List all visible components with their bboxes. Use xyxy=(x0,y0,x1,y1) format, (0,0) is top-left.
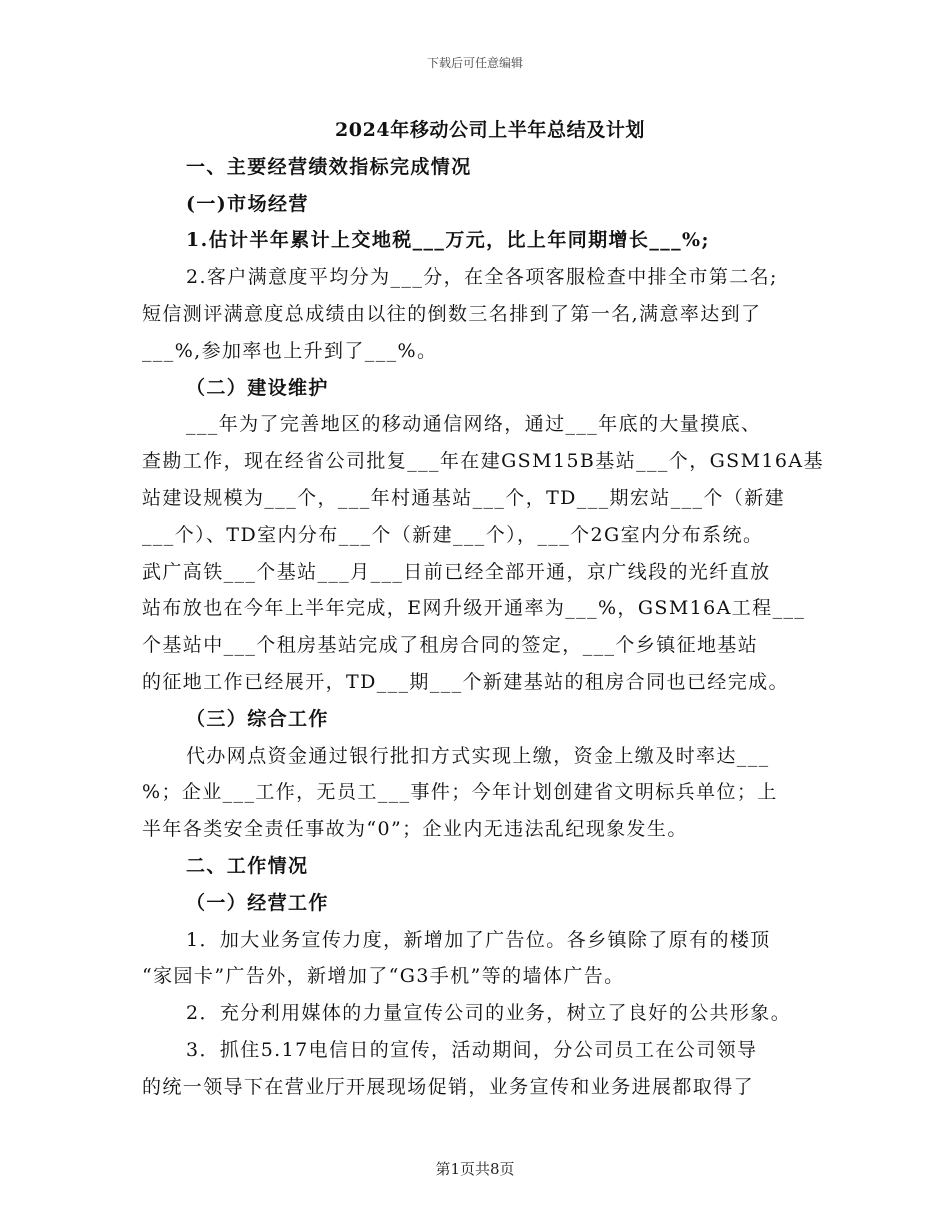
paragraph-line: “家园卡”广告外，新增加了“G3手机”等的墙体广告。 xyxy=(142,965,625,988)
section-heading: 二、工作情况 xyxy=(186,854,309,877)
paragraph-line: %；企业___工作，无员工___事件；今年计划创建省文明标兵单位；上 xyxy=(142,781,778,804)
subsection-heading: （二）建设维护 xyxy=(186,376,329,399)
paragraph-line: 个基站中___个租房基站完成了租房合同的签定，___个乡镇征地基站 xyxy=(142,634,759,657)
subsection-heading: （一）经营工作 xyxy=(186,891,329,914)
page-header: 下载后可任意编辑 xyxy=(426,56,523,70)
paragraph-line: 的统一领导下在营业厅开展现场促销，业务宣传和业务进展都取得了 xyxy=(142,1075,755,1098)
paragraph-line: ___个）、TD室内分布___个（新建___个），___个2G室内分布系统。 xyxy=(142,523,764,546)
paragraph-line: 3．抓住5.17电信日的宣传，活动期间，分公司员工在公司领导 xyxy=(186,1038,758,1061)
paragraph-line: 半年各类安全责任事故为“0”；企业内无违法乱纪现象发生。 xyxy=(142,818,688,841)
paragraph-line: 2.客户满意度平均分为___分，在全各项客服检查中排全市第二名; xyxy=(186,266,778,289)
subsection-heading: (一)市场经营 xyxy=(186,192,309,215)
page-footer: 第1页共8页 xyxy=(435,1160,515,1178)
paragraph-line: ___年为了完善地区的移动通信网络，通过___年底的大量摸底、 xyxy=(186,413,762,436)
document-body xyxy=(142,112,824,1106)
document-title: 2024年移动公司上半年总结及计划 xyxy=(334,119,646,141)
paragraph-line: 查勘工作，现在经省公司批复___年在建GSM15B基站___个，GSM16A基 xyxy=(142,450,824,473)
paragraph-line: ___%,参加率也上升到了___%。 xyxy=(142,339,438,362)
paragraph-line: 1．加大业务宣传力度，新增加了广告位。各乡镇除了原有的楼顶 xyxy=(186,928,771,951)
paragraph-line: 1.估计半年累计上交地税___万元，比上年同期增长___%; xyxy=(186,229,710,252)
paragraph-line: 站建设规模为___个，___年村通基站___个，TD___期宏站___个（新建 xyxy=(142,486,786,509)
paragraph-line: 的征地工作已经展开，TD___期___个新建基站的租房合同也已经完成。 xyxy=(142,670,789,693)
paragraph-line: 武广高铁___个基站___月___日前已经全部开通，京广线段的光纤直放 xyxy=(142,560,771,583)
paragraph-line: 2．充分利用媒体的力量宣传公司的业务，树立了良好的公共形象。 xyxy=(186,1002,792,1025)
paragraph-line: 代办网点资金通过银行批扣方式实现上缴，资金上缴及时率达___ xyxy=(186,744,770,767)
paragraph-line: 站布放也在今年上半年完成，E网升级开通率为___%，GSM16A工程___ xyxy=(142,597,806,620)
paragraph-line: 短信测评满意度总成绩由以往的倒数三名排到了第一名,满意率达到了 xyxy=(142,302,762,325)
section-heading: 一、主要经营绩效指标完成情况 xyxy=(186,155,472,178)
subsection-heading: （三）综合工作 xyxy=(186,707,329,730)
